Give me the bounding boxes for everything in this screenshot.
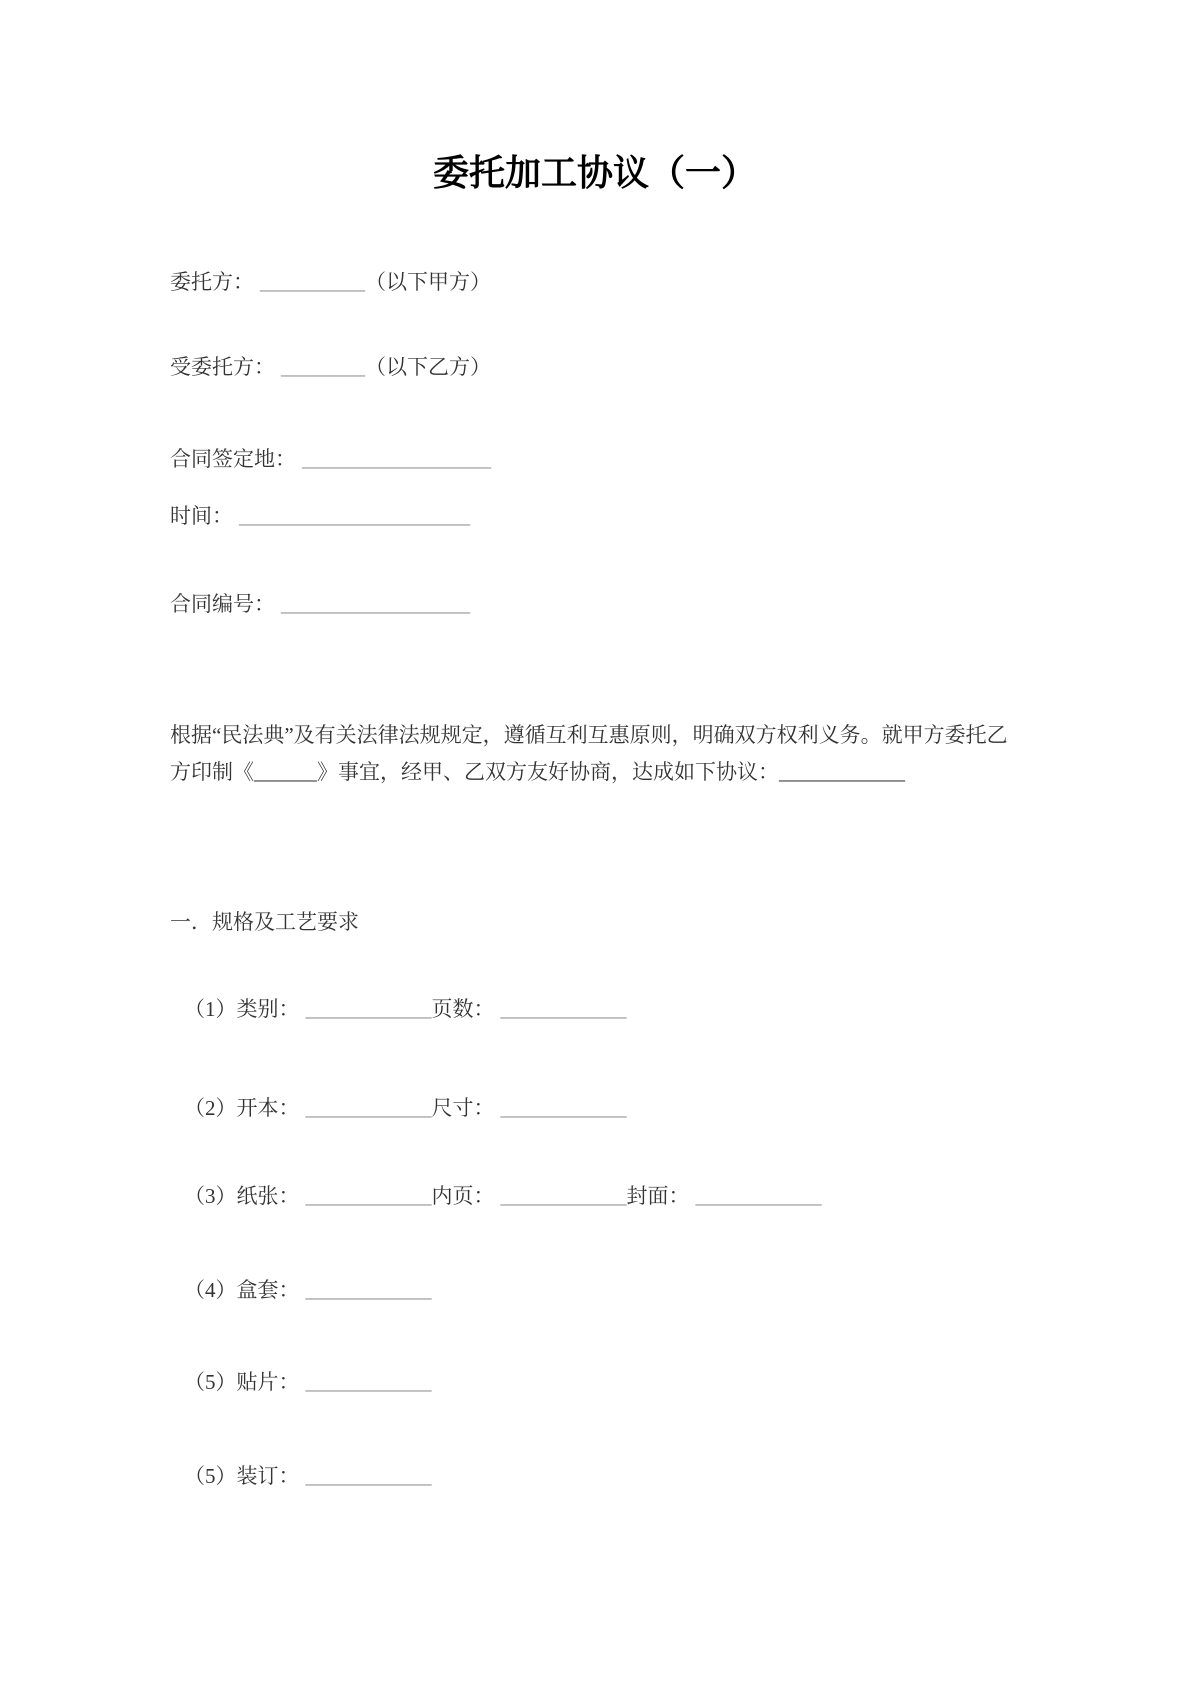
- sign-time-blank-field: ______________________: [239, 504, 470, 529]
- contract-no-blank-field: __________________: [281, 591, 470, 616]
- sign-place-line: [170, 444, 1020, 476]
- sign-time-label: 时间：: [170, 504, 233, 529]
- field-label: 页数：: [431, 996, 495, 1021]
- party-b-line: [170, 352, 1020, 384]
- contract-no-line: [170, 589, 1020, 621]
- party-a-line: [170, 267, 1020, 299]
- field-label: 贴片：: [236, 1369, 300, 1394]
- field-label: 盒套：: [236, 1278, 300, 1303]
- item-number: （3）: [184, 1183, 237, 1208]
- spec-item-sticker: [170, 1367, 1020, 1399]
- contract-no-label: 合同编号：: [170, 591, 275, 616]
- spec-item-category: [170, 994, 1020, 1026]
- document-title: 委托加工协议（一）: [432, 153, 757, 193]
- field-blank: ____________: [305, 1096, 432, 1121]
- party-b-blank-field: ________: [281, 355, 365, 380]
- preamble-paragraph: 根据“民法典”及有关法律法规规定，遵循互利互惠原则，明确双方权利义务。就甲方委托乙方印制《______》事宜，经甲、乙双方友好协商，达成如下协议：____________: [170, 723, 1008, 785]
- sign-place-label: 合同签定地：: [170, 446, 296, 471]
- field-label: 内页：: [431, 1183, 495, 1208]
- field-label: 纸张：: [236, 1183, 300, 1208]
- field-blank: ____________: [305, 996, 432, 1021]
- item-number: （2）: [184, 1096, 237, 1121]
- spec-item-binding: [170, 1461, 1020, 1493]
- field-label: 尺寸：: [431, 1096, 495, 1121]
- party-a-blank-field: __________: [260, 269, 365, 294]
- spec-item-paper: [170, 1181, 1020, 1213]
- section-1-heading: 一．规格及工艺要求: [170, 910, 359, 935]
- item-number: （5）: [184, 1369, 237, 1394]
- field-blank: ____________: [500, 1183, 627, 1208]
- field-blank: ____________: [305, 1183, 432, 1208]
- spec-item-format: [170, 1093, 1020, 1125]
- field-label: 封面：: [626, 1183, 690, 1208]
- sign-place-blank-field: __________________: [302, 446, 491, 471]
- field-blank: ____________: [305, 1464, 432, 1489]
- field-blank: ____________: [305, 1278, 432, 1303]
- field-blank: ____________: [500, 1096, 627, 1121]
- field-blank: ____________: [500, 996, 627, 1021]
- item-number: （5）: [184, 1464, 237, 1489]
- spec-item-box: [170, 1275, 1020, 1307]
- sign-time-line: [170, 501, 1020, 533]
- party-a-label: 委托方：: [170, 269, 254, 294]
- item-number: （4）: [184, 1278, 237, 1303]
- party-b-label: 受委托方：: [170, 355, 275, 380]
- party-b-note: （以下乙方）: [365, 355, 491, 380]
- field-blank: ____________: [695, 1183, 822, 1208]
- field-label: 开本：: [236, 1096, 300, 1121]
- field-label: 类别：: [236, 996, 300, 1021]
- field-label: 装订：: [236, 1464, 300, 1489]
- item-number: （1）: [184, 996, 237, 1021]
- party-a-note: （以下甲方）: [365, 269, 491, 294]
- field-blank: ____________: [305, 1369, 432, 1394]
